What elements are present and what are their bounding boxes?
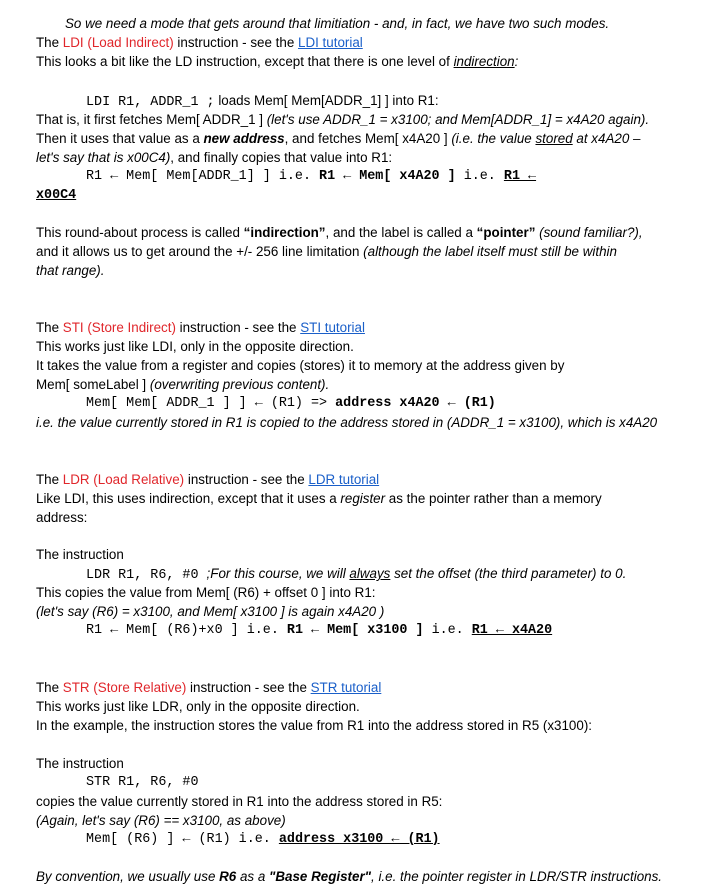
- ldi-tutorial-link[interactable]: LDI tutorial: [298, 35, 363, 50]
- str-equation: Mem[ (R6) ] ← (R1) i.e. address x3100 ← (R1): [86, 832, 440, 847]
- ldr-equation: R1 ← Mem[ (R6)+x0 ] i.e. R1 ← Mem[ x3100 ] i.e. R1 ← x4A20: [86, 623, 553, 638]
- str-line-7: (Again, let's say (R6) == x3100, as above): [36, 813, 286, 828]
- intro-line: So we need a mode that gets around that limitiation - and, in fact, we have two such modes.: [65, 16, 610, 31]
- ldi-name: LDI (Load Indirect): [62, 35, 174, 50]
- ldi-paragraph-2: and it allows us to get around the +/- 256 line limitation (although the label itself must still be within: [36, 244, 617, 259]
- str-heading: The STR (Store Relative) instruction - see the STR tutorial: [36, 680, 382, 695]
- ldi-explain-2: Then it uses that value as a new address, and fetches Mem[ x4A20 ] (i.e. the value stored at x4A20 –: [36, 131, 641, 146]
- ldi-paragraph-3: that range).: [36, 263, 105, 278]
- sti-line-3: It takes the value from a register and copies (stores) it to memory at the address given by: [36, 358, 565, 373]
- str-line-3: In the example, the instruction stores the value from R1 into the address stored in R5 (x3100):: [36, 718, 592, 733]
- ldr-name: LDR (Load Relative): [62, 472, 185, 487]
- ldi-explain-3: let's say that is x00C4), and finally copies that value into R1:: [36, 150, 393, 165]
- str-code: STR R1, R6, #0: [86, 775, 199, 790]
- str-name: STR (Store Relative): [62, 680, 187, 695]
- str-line-6: copies the value currently stored in R1 into the address stored in R5:: [36, 794, 443, 809]
- str-line-2: This works just like LDR, only in the opposite direction.: [36, 699, 360, 714]
- ldr-line-7: (let's say (R6) = x3100, and Mem[ x3100 ] is again x4A20 ): [36, 604, 385, 619]
- ldr-line-2: Like LDI, this uses indirection, except that it uses a register as the pointer rather than a memory: [36, 491, 602, 506]
- ldr-heading: The LDR (Load Relative) instruction - see the LDR tutorial: [36, 472, 380, 487]
- ldi-description: This looks a bit like the LD instruction, except that there is one level of indirection:: [36, 54, 519, 69]
- sti-tutorial-link[interactable]: STI tutorial: [300, 320, 365, 335]
- ldr-code: LDR R1, R6, #0 ;For this course, we will always set the offset (the third parameter) to 0.: [86, 566, 627, 583]
- sti-name: STI (Store Indirect): [62, 320, 176, 335]
- str-tutorial-link[interactable]: STR tutorial: [310, 680, 382, 695]
- ldi-explain-1: That is, it first fetches Mem[ ADDR_1 ] (let's use ADDR_1 = x3100; and Mem[ADDR_1] = x4A20 again).: [36, 112, 650, 127]
- ldi-equation: R1 ← Mem[ Mem[ADDR_1] ] i.e. R1 ← Mem[ x4A20 ] i.e. R1 ←: [86, 169, 537, 184]
- ldr-line-3: address:: [36, 510, 88, 525]
- sti-line-2: This works just like LDI, only in the opposite direction.: [36, 339, 354, 354]
- sti-heading: The STI (Store Indirect) instruction - see the STI tutorial: [36, 320, 365, 335]
- ldr-line-4: The instruction: [36, 547, 124, 562]
- ldi-code-line: LDI R1, ADDR_1 ; loads Mem[ Mem[ADDR_1] ] into R1:: [86, 93, 439, 110]
- footer-note: By convention, we usually use R6 as a "Base Register", i.e. the pointer register in LDR/STR instructions.: [36, 869, 663, 884]
- sti-line-4: Mem[ someLabel ] (overwriting previous content).: [36, 377, 330, 392]
- ldr-tutorial-link[interactable]: LDR tutorial: [308, 472, 380, 487]
- ldi-paragraph-1: This round-about process is called “indirection”, and the label is called a “pointer” (sound familiar?),: [36, 225, 643, 240]
- str-line-4: The instruction: [36, 756, 124, 771]
- ldi-heading: The LDI (Load Indirect) instruction - see the LDI tutorial: [36, 35, 363, 50]
- sti-line-6: i.e. the value currently stored in R1 is copied to the address stored in (ADDR_1 = x3100), which is x4A20: [36, 415, 658, 430]
- ldr-line-6: This copies the value from Mem[ (R6) + offset 0 ] into R1:: [36, 585, 376, 600]
- ldi-equation-result: x00C4: [36, 188, 77, 203]
- sti-code: Mem[ Mem[ ADDR_1 ] ] ← (R1) => address x4A20 ← (R1): [86, 396, 496, 411]
